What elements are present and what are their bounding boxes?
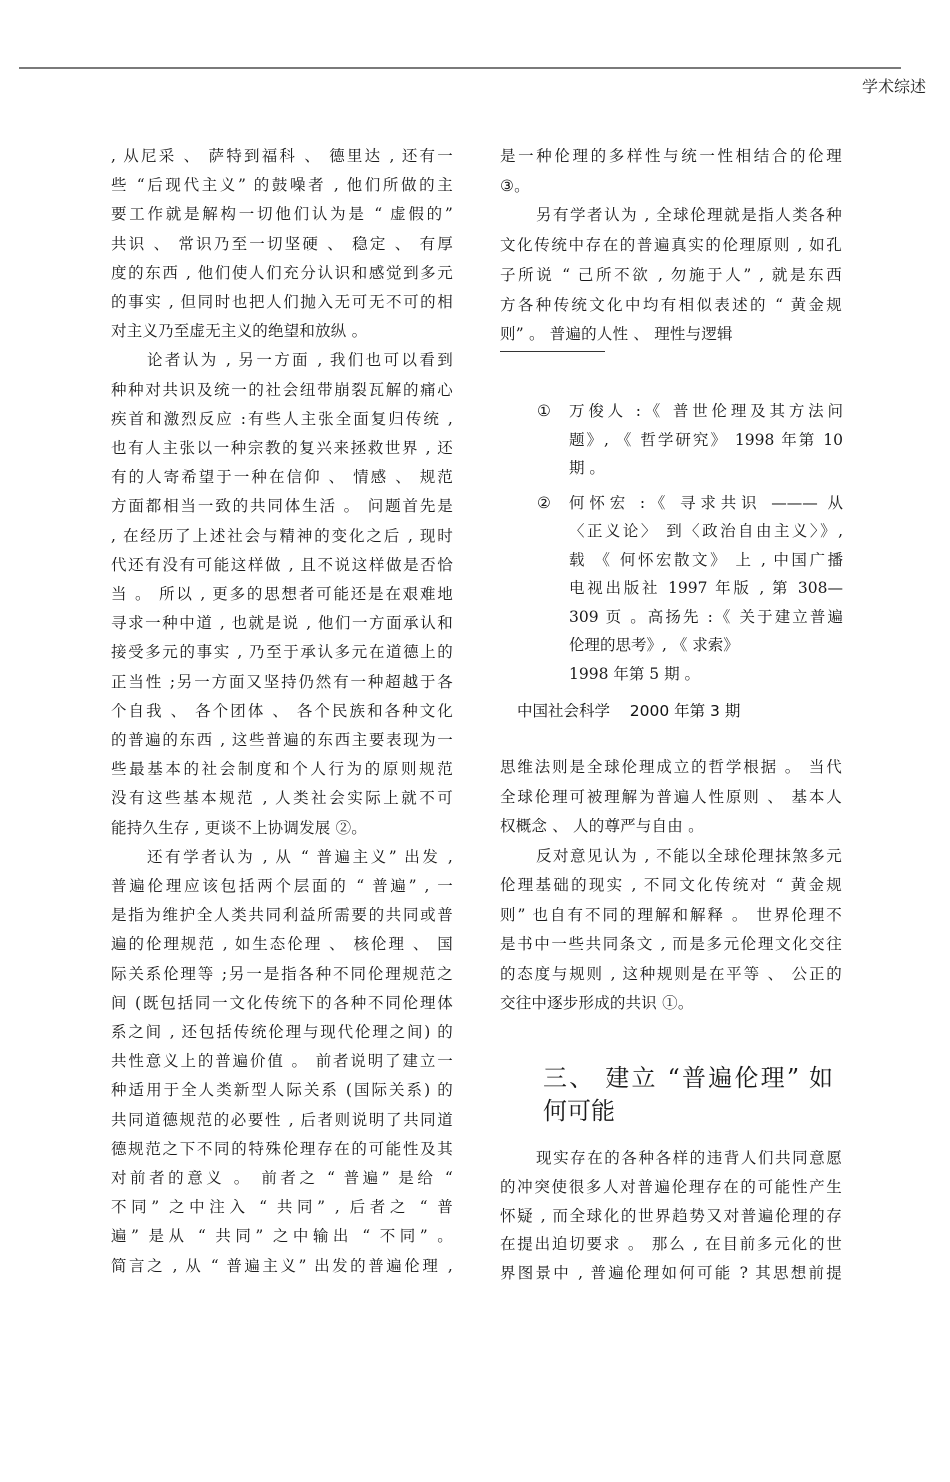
footnote-text: 题》, 《 哲学研究》 1998 年第 10: [569, 430, 843, 449]
footnote-text: 伦理的思考》, 《 求索》: [569, 636, 739, 654]
text-line: 现实存在的各种各样的违背人们共同意愿: [536, 1149, 842, 1167]
text-line: , 从尼采 、 萨特到福科 、 德里达 , 还有一: [111, 147, 453, 165]
footnote-text: 309 页 。高扬先 :《 关于建立普遍: [569, 607, 843, 626]
text-line: 是指为维护全人类共同利益所需要的共同或普: [111, 906, 453, 925]
section-heading-line-2: 何可能: [543, 1097, 615, 1125]
text-line: 是书中一些共同条文 , 而是多元伦理文化交往: [500, 935, 842, 953]
text-line: 的冲突使很多人对普遍伦理存在的可能性产生: [500, 1177, 842, 1196]
text-line: 没有这些基本规范 , 人类社会实际上就不可: [111, 789, 453, 808]
text-line: 另有学者认为 , 全球伦理就是指人类各种: [536, 206, 842, 225]
text-line: 全球伦理可被理解为普遍人性原则 、 基本人: [500, 787, 842, 806]
text-line: 还有学者认为 , 从 “ 普遍主义” 出发 ,: [147, 847, 453, 866]
text-line: 疾首和激烈反应 :有些人主张全面复归传统 ,: [111, 409, 453, 428]
text-line: 思维法则是全球伦理成立的哲学根据 。 当代: [500, 758, 842, 776]
text-line: 德规范之下不同的特殊伦理存在的可能性及其: [111, 1139, 453, 1158]
text-line: 对前者的意义 。 前者之 “ 普遍” 是给 “: [111, 1169, 453, 1187]
text-line: 论者认为 , 另一方面 , 我们也可以看到: [147, 351, 453, 370]
text-line: 的态度与规则 , 这种规则是在平等 、 公正的: [500, 964, 842, 983]
text-line: 个自我 、 各个团体 、 各个民族和各种文化: [111, 701, 453, 720]
journal-issue: 2000 年第 3 期: [629, 702, 741, 720]
text-line: , 在经历了上述社会与精神的变化之后 , 现时: [111, 526, 453, 545]
section-heading: [543, 1062, 833, 1128]
text-line: 共同道德规范的必要性 , 后者则说明了共同道: [111, 1110, 453, 1129]
text-line: 文化传统中存在的普遍真实的伦理原则 , 如孔: [500, 236, 842, 255]
footnote-rule: [500, 351, 605, 352]
journal-footer: [517, 699, 740, 721]
text-line: 伦理基础的现实 , 不同文化传统对 “ 黄金规: [500, 876, 842, 894]
footnote-text: 万俊人 :《 普世伦理及其方法问: [569, 402, 843, 420]
text-line: 普遍伦理应该包括两个层面的 “ 普遍” , 一: [111, 877, 453, 895]
text-line: 反对意见认为 , 不能以全球伦理抹煞多元: [536, 846, 842, 865]
footnote-text: 载 《 何怀宏散文》 上 , 中国广播: [569, 550, 843, 569]
footnote-marker: ①: [537, 402, 551, 420]
text-line: 些最基本的社会制度和个人行为的原则规范: [111, 760, 453, 779]
text-line: 是一种伦理的多样性与统一性相结合的伦理: [500, 147, 842, 165]
text-line: 子所说 “ 己所不欲 , 勿施于人” , 就是东西: [500, 265, 842, 284]
text-line: 界图景中 , 普遍伦理如何可能 ? 其思想前提: [500, 1264, 842, 1283]
text-line: ③。: [500, 176, 530, 195]
header-rule: [19, 67, 901, 69]
text-line: 权概念 、 人的尊严与自由 。: [500, 817, 704, 835]
text-line: 则” 也自有不同的理解和解释 。 世界伦理不: [500, 905, 842, 924]
text-line: 有的人寄希望于一种在信仰 、 情感 、 规范: [111, 468, 453, 487]
section-heading-line-1: 三、 建立 “普遍伦理” 如: [543, 1064, 833, 1092]
text-line: 度的东西 , 他们使人们充分认识和感觉到多元: [111, 263, 453, 282]
text-line: 方面都相当一致的共同体生活 。 问题首先是: [111, 497, 453, 516]
text-line: 方各种传统文化中均有相似表述的 “ 黄金规: [500, 295, 842, 314]
text-line: 交往中逐步形成的共识 ①。: [500, 994, 694, 1012]
footnote-text: 1998 年第 5 期 。: [569, 664, 701, 683]
footnote-text: 何怀宏 :《 寻求共识 ——— 从: [569, 493, 843, 512]
text-line: 种适用于全人类新型人际关系 (国际关系) 的: [111, 1081, 453, 1100]
text-line: 寻求一种中道 , 也就是说 , 他们一方面承认和: [111, 614, 453, 633]
footnote-marker: ②: [537, 493, 551, 512]
text-line: 的事实 , 但同时也把人们抛入无可无不可的相: [111, 293, 453, 311]
text-line: 共识 、 常识乃至一切坚硬 、 稳定 、 有厚: [111, 234, 453, 253]
text-line: 接受多元的事实 , 乃至于承认多元在道德上的: [111, 643, 453, 662]
text-line: 遍” 是从 “ 共同” 之中输出 “ 不同” 。: [111, 1227, 453, 1246]
text-line: 要工作就是解构一切他们认为是 “ 虚假的”: [111, 205, 453, 224]
text-line: 则” 。 普遍的人性 、 理性与逻辑: [500, 325, 733, 344]
text-line: 怀疑 , 而全球化的世界趋势又对普遍伦理的存: [500, 1206, 842, 1225]
text-line: 当 。 所以 , 更多的思想者可能还是在艰难地: [111, 585, 453, 603]
journal-name: 中国社会科学: [517, 702, 611, 720]
text-line: 在提出迫切要求 。 那么 , 在目前多元化的世: [500, 1235, 842, 1254]
text-line: 不同” 之中注入 “ 共同” , 后者之 “ 普: [111, 1198, 453, 1217]
text-line: 简言之 , 从 “ 普遍主义” 出发的普遍伦理 ,: [111, 1256, 453, 1275]
text-line: 对主义乃至虚无主义的绝望和放纵 。: [111, 322, 368, 341]
text-line: 系之间 , 还包括传统伦理与现代伦理之间) 的: [111, 1023, 453, 1041]
text-line: 遍的伦理规范 , 如生态伦理 、 核伦理 、 国: [111, 935, 453, 954]
text-line: 间 (既包括同一文化传统下的各种不同伦理体: [111, 993, 453, 1012]
text-line: 能持久生存 , 更谈不上协调发展 ②。: [111, 818, 368, 837]
footnote-text: 电视出版社 1997 年版 , 第 308—: [569, 579, 843, 597]
text-line: 共性意义上的普遍价值 。 前者说明了建立一: [111, 1052, 453, 1071]
text-line: 正当性 ;另一方面又坚持仍然有一种超越于各: [111, 672, 453, 691]
text-line: 也有人主张以一种宗教的复兴来拯救世界 , 还: [111, 439, 453, 457]
text-line: 的普遍的东西 , 这些普遍的东西主要表现为一: [111, 731, 453, 749]
footnote-text: 〈正义论〉 到〈政治自由主义〉》,: [569, 522, 843, 540]
text-line: 种种对共识及统一的社会纽带崩裂瓦解的痛心: [111, 380, 453, 399]
section-label: 学术综述: [861, 77, 926, 96]
text-line: 代还有没有可能这样做 , 且不说这样做是否恰: [111, 555, 453, 574]
footnote-text: 期 。: [569, 459, 605, 477]
text-line: 际关系伦理等 ;另一是指各种不同伦理规范之: [111, 964, 453, 983]
text-line: 些 “后现代主义” 的鼓噪者 , 他们所做的主: [111, 176, 453, 195]
